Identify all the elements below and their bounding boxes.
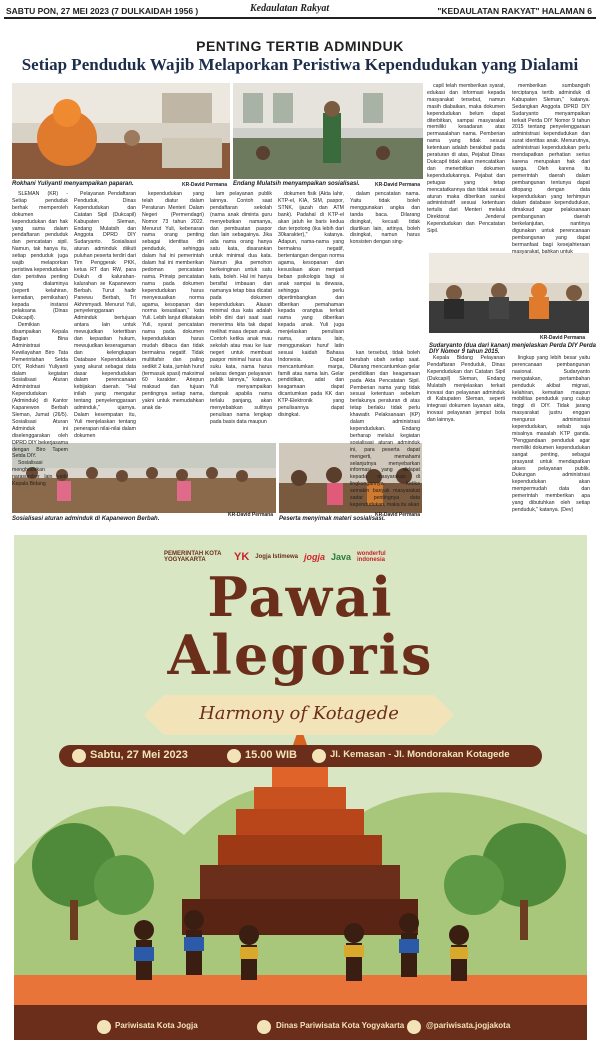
col2-para: Pelayanan Pendaftaran Penduduk, Dinas Kependudukan dan Catatan Sipil (Dukcapil) Kabupaten Sleman, Endang Mulatsih dan Anggota DPRD DIY Sudaryanto. Sosialisasi aturan adminduk diikuti puluhan peserta terdiri dari Tim Penggerak PKK, ketua RT dan RW, para Dukuh di kalurahan-kalurahan se Kapanewon Berbah. Turut hadir Panewu Berbah, Tri Akhmmyadi. Menurut Yuli, penyelenggaraan Adminduk bertujuan antara lain untuk mewujudkan ketertiban dan kepastian hukum, mewujudkan keseragaman dan kelengkapan Database Kependudukan yang akurat sebagai data dasar kependudukan dalam perencanaan kebijakan daerah. "Hal inilah yang mengatur tentang penyelenggaraan adminduk," ujarnya. Dalam kesempatan itu, Yuli menjelaskan tentang penerapan nilai-nilai dalam dokumen [74,191,137,439]
column-6a [350,191,420,253]
col8-para-b: lingkup yang lebih besar yaitu perencanaan pembangunan nasional. Sudaryanto mengatakan, pertambahan penduduk akibat migrasi, kelahiran, kematian maupun mobilitas penduduk yang cukup tinggi di DIY. Tidak jarang masyarakat justru enggan mengurus administrasi kependudukan, sebab saja misalnya masalah KTP ganda. "Penggandaan penduduk agar memiliki dokumen kependudukan sangat penting, sebagai prasyarat untuk mendapatkan akses pelayanan publik. Dukungan administrasi kependudukan akan mempermudah data dan pemerintah memberikan apa yang dibutuhkan oleh setiap penduduk," katanya. (Dev) [512,355,590,513]
photo-sudaryanto [429,253,589,333]
column-1 [12,191,68,488]
caption-photo4: Sosialisasi aturan adminduk di Kapanewon Berbah. [12,516,160,522]
ad-footer-instagram: @pariwisata.jogjakota [426,1021,511,1030]
col6-para-a: dalam pencatatan nama. Yaitu tidak boleh menggunakan angka dan tanda baca. Dilarang disingkat, kecuali tidak diartikan lain, artinya, boleh disingkat, namun harus konsisten dengan sing- [350,191,420,246]
page-header [0,0,600,34]
caption-photo2: Endang Mulatsih menyampaikan sosialisasi. [233,181,360,187]
header-rule [4,17,596,19]
column-7b [427,355,505,521]
column-2 [74,191,136,441]
credit-photo2: KR-David Permana [375,182,421,188]
col1-para-c: Sosialisasi menghadirkan narasumber lain yaitu Kepala Bidang [12,460,68,488]
col7-para-a: capil telah memberikan syarat, edukasi dan informasi kepada masyarakat tersebut, namun masih diabaikan, maka dokumen kependudukan belum dapat diterbitkan, sampai masyarakat memiliki kesadaran atas permasalahan nama. Pemberian nama yang tidak sesuai ketentuan adalah berakibat pada peraturan di atas, Pejabat Dinas Dukcapil tidak akan mencatatkan dan menerbitkan dokumen kependudukannya. Pejabat dan petugas yang tetap mencatatkannya dan tidak sesuai aturan maka diberikan sanksi administratif sesuai ketentuan tertulis dari Menteri melalui Direktorat Jenderal Kependudukan dan Pencatatan Sipil. [427,83,505,235]
col3-para: kependudukan yang telah diatur dalam Peraturan Menteri Dalam Negeri (Permendagri) Nomor 73 tahun 2022. Menurut Yuli, kebenaran nama orang penting sebagai identitas diri penduduk, sehingga dalam hal ini pemerintah dalam hal ini memberikan pedoman pencatatan nama. Prinsip pencatatan nama pada dokumen kependudukan harus menyesuaikan norma agama, kesopanan dan norma kesusilaan," kata Yuli. Lebih lanjut dikatakan Yuli, syarat pencatatan nama pada dokumen kependudukan harus mudah dibaca dan tidak bermakna negatif. Tidak multitafsir dan paling sedikit 2 kata, jumlah huruf (termasuk spasi) maksimal 60 karakter. Ariepun maksud dan tujuan pentingnya setiap nama, yakni untuk memudahkan anak da- [142,191,204,412]
pawai-alegoris-ad [14,535,587,1040]
article-headline: Setiap Penduduk Wajib Melaporkan Peristiwa Kependudukan yang Dialami [21,55,579,74]
section-page: "KEDAULATAN RAKYAT" HALAMAN 6 [437,6,592,16]
sponsor-pemkot: PEMERINTAH KOTA YOGYAKARTA [164,551,222,563]
column-3 [142,191,204,441]
masthead: Kedaulatan Rakyat [250,3,330,14]
column-6b [350,350,420,520]
issue-date: SABTU PON, 27 MEI 2023 (7 DULKAIDAH 1956 ) [6,6,199,16]
ad-title-1: Pawai [207,565,394,629]
sponsor-yk: YK [234,551,250,563]
ad-footer-web: Dinas Pariwisata Kota Yogyakarta [276,1021,405,1030]
ad-footer-facebook: Pariwisata Kota Jogja [115,1021,198,1030]
ad-location: Jl. Kemasan - Jl. Mondorakan Kotagede [330,749,510,760]
caption-photo5: Peserta menyimak materi sosialisasi. [279,516,386,522]
col5-para: dokumen fisik (Akta lahir, KTP-el, KIA, SIM, paspor, STNK, ijazah dan ATM bank). Padahal di KTP-el akan jatuh ke baris kedua dan terpotong (ika lebih dari 30karakter)," katanya. Adapun, nama-nama yang bermakna negatif, bertentangan dengan norma agama, kesopanan dan kesusilaan akan menjadi beban psikologis bagi si anak sampai ia dewasa, sehingga perlu dipertimbangkan dan diberikan pemahaman kepada orangtua terkait nama yang diberikan kepada anak. Yuli juga menjelaskan penulisan nama, antara lain, menggunakan huruf latin sesuai kaidah Bahasa Indonesia. Dapat mencantumkan marga, famili atau nama lain. Gelar pendidikan, adat dan keagamaan dapat dicantumkan pada KK dan KTP-Elektronik yang penulisannya dapat disingkat. [278,191,344,418]
credit-photo5: KR-David Permana [375,512,421,518]
credit-photo4: KR-David Permana [228,512,274,518]
ad-subtitle: Harmony of Kotagede [199,703,399,724]
col1-para-a: SLEMAN (KR) - Setiap penduduk berhak memperoleh dokumen kependudukan dan hak yang sama dalam pendaftaran penduduk dan pencatatan sipil. Namun, tak hanya itu, setiap penduduk juga wajib melaporkan peristiwa kependudukan dan peristiwa penting yang dialaminya (seperti kelahiran, kematian, pernikahan) kepada instansi pelaksana (Dinas Dukcapil). [12,191,68,322]
ad-date: Sabtu, 27 Mei 2023 [90,749,188,761]
col4-para: lam pelayanan publik lainnya. Contoh saat pendaftaran sekolah (nama anak diminta guru menyebutkan namanya, dan pembuatan paspor dan lain sebagainya. Jika ada nama orang hanya satu kata, disarankan untuk minimal dua kata. Namun jika pemohon berkeinginan untuk satu kata, boleh. Hal ini hanya bersifat imbauan dan namanya tetap bisa dicatat pada dokumen kependudukan. Alasan minimal dua kata adalah lebih dini dari saat saat menerima kita tak dapat melihat masa depan anak. Contoh ketika anak mau sekolah atau mau ke luar negeri untuk membuat paspor minimal harus dua suku kata, nama harus selaras dengan pelayanan publik lainnya," katanya. Yuli menyampaikan dampak apabila nama terlalu panjang, akan menyebabkan sulitnya penulisan nama lengkap pada basis data maupun [210,191,273,425]
ad-time: 15.00 WIB [245,749,297,761]
column-8b [512,355,590,521]
credit-photo1: KR-David Permana [182,182,228,188]
sponsor-java: Java [330,552,352,562]
caption-photo1: Rokhani Yuliyanti menyampaikan paparan. [12,181,134,187]
col6-para-b: kan tersebut, tidak boleh berubah ubah setiap saat. Dilarang mencantumkan gelar pendidikan dan keagamaan pada Akta Pencatatan Sipil. Pemberian nama yang tidak sesuai ketentuan sebelum berlakunya peraturan di atas tetap berlaku tidak perlu khawatir. Pelaksanaan (KP) dalam administrasi kependudukan. Endang berharap melalui kegiatan sosialisasi aturan adminduk ini, para peserta dapat mengerti, memahami selanjutnya menyebarkan informasi yang didapat kepada masyarakan di lingkungannya. Ketika semakin banyak masyarakat sadar pentingnya data kependudukan, maka itu akan [350,350,420,508]
col1-para-b: Demikian disampaikan Kepala Bagian Bina Administrasi Kewilayahan Biro Tata Pemerintahan Setda DIY, Rokhani Yuliyanti dalam kegiatan Sosialisasi Aturan Administrasi Kependudukan (Adminduk) di Kantor Kapanewon Berbah Sleman, Jumat (26/5). Sosialisasi Aturan Adminduk ini diselenggarakan oleh DPRD DIY bekerjasama dengan Biro Tapem Setda DIY. [12,322,68,460]
col7-para-b: Kepala Bidang Pelayanan Pendaftaran Penduduk, Dinas Kependudukan dan Catatan Sipil (Dukcapil) Sleman, Endang Mulatsih menjelaskan terkait inovasi dan pelayanan adminduk di Kabupaten Sleman, seperti integrasi dokumen layanan akta, inovasi pelayanan jemput bola dan lainnya. [427,355,505,424]
column-8a [512,83,590,255]
sponsor-wonderful-indonesia: wonderful indonesia [357,551,386,563]
photo-endang [233,83,423,179]
ad-title-2: Alegoris [167,623,434,687]
col8-para-a: memberikan sumbangsih terciptanya tertib adminduk di Kabupaten Sleman," katanya. Sedangkan Anggota DPRD DIY Sudaryanto menyampaikan terkait Perda DIY Nomor 9 tahun 2015 tentang penyelenggaraan administrasi kependudukan dan surat identitas anak. Menurutnya, administrasi kependudukan perlu mendapatkan perhatian serius karena merupakan hak dari warga. Oleh karena itu pemerintah daerah dalam pembangunan tentunya dapat ditopang dengan data kependudukan yang terhimpun dalam database kependudukan, dimaksud agar pelaksanaan pembangunan daerah berkelanjutan, nantinya digunakan untuk perencanaan pembangunan yang dapat bermanfaat bagi kesejahteraan masyarakat, bahkan untuk [512,83,590,255]
column-4 [210,191,272,441]
column-5 [278,191,344,441]
credit-photo3: KR-David Permana [540,335,586,341]
caption-photo3: Sudaryanto (dua dari kanan) menjelaskan Perda DIY Perda DIY Nomor 9 tahun 2015. [429,343,596,355]
photo-rokhani [12,83,230,179]
sponsor-jogja-istimewa: Jogja Istimewa [255,554,298,560]
column-7a [427,83,505,251]
article-kicker: PENTING TERTIB ADMINDUK [196,38,404,54]
sponsor-jogja: jogja [303,552,325,562]
